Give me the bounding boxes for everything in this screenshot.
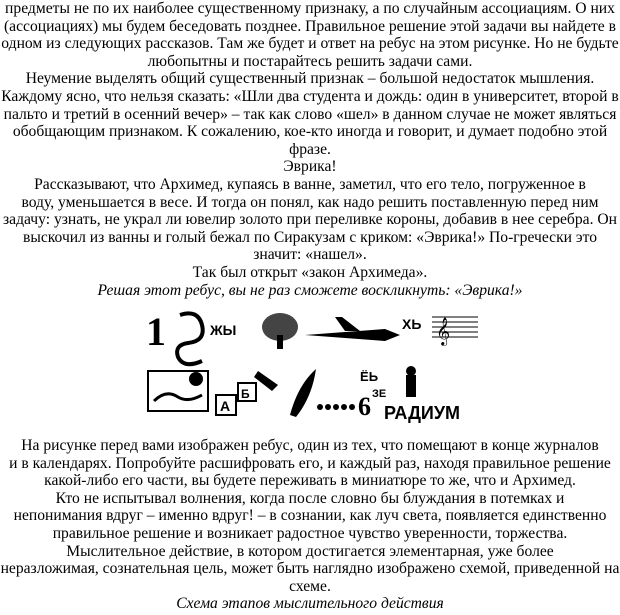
text-line: любопытны и постарайтесь решить задачи сами. (147, 52, 473, 70)
text-line: обобщающим признаком. К сожалению, кое-кто иногда и говорит, и думает подобно этой (12, 123, 608, 141)
text-line: фразе. (289, 140, 331, 158)
figure-caption: Схема этапов мыслительного действия (176, 595, 444, 613)
text-line: Кто не испытывал волнения, когда после словно бы блуждания в потемках и (55, 489, 565, 507)
text-line: правильное решение и возникает радостное чувство уверенности, торжества. (52, 525, 568, 542)
chip-icon (254, 371, 278, 391)
rebus-letter-b: Б (241, 387, 250, 401)
rebus-digit-six: 6 (358, 392, 371, 421)
statue-icon (406, 375, 416, 397)
feather-icon (290, 369, 316, 417)
text-line: предметы не по их наиболее существенному признаку, а по случайным ассоциациям. О них (5, 0, 615, 17)
rebus-letters-zhy: ЖЫ (210, 322, 237, 338)
text-line: значит: «нашел». (253, 246, 367, 264)
text-line: (ассоциациях) мы будем беседовать позднее. Правильное решение этой задачи вы найдете в (3, 17, 616, 35)
snake-icon (177, 313, 203, 364)
text-line: Рассказывают, что Архимед, купаясь в ванне, заметил, что его тело, погруженное в (34, 176, 586, 193)
text-line: задачу: узнать, не украл ли ювелир золото при переливке короны, добавив в нее серебра. Он (3, 211, 617, 229)
text-line: какой-либо его части, вы будете переживать в миниатюре то же, что и Архимед. (44, 472, 576, 490)
text-line: На рисунке перед вами изображен ребус, один из тех, что помещают в конце журналов (21, 437, 599, 454)
music-staff-icon (432, 317, 478, 346)
rebus-word-radium: РАДИУМ (384, 403, 461, 423)
section-heading: Эврика! (283, 158, 337, 176)
text-line: воду, уменьшается в весе. И тогда он понял, как надо решить поставленную перед ним (21, 193, 599, 211)
text-line: непонимания вдруг – именно вдруг! – в сознании, как луч света, появляется единственно (13, 507, 607, 525)
rebus-digit-one: 1 (146, 309, 166, 354)
text-line: Каждому ясно, что нельзя сказать: «Шли два студента и дождь: один в университет, второй в (1, 88, 619, 105)
text-line: выскочил из ванны и голый бежал по Сиракузам с криком: «Эврика!» По-гречески это (23, 228, 597, 246)
beads-icon (317, 404, 355, 410)
rebus-letters-khy: ХЬ (402, 316, 422, 332)
rebus-letters-yo: ЁЬ (360, 369, 379, 384)
rebus-illustration (140, 305, 480, 435)
text-line: и в календарях. Попробуйте расшифровать его, и каждый раз, находя правильное решение (9, 454, 611, 472)
rebus-letter-a: А (220, 398, 231, 414)
rebus-letters-ze: ЗЕ (372, 388, 387, 400)
text-line: схеме. (289, 577, 331, 595)
text-line: Так был открыт «закон Архимеда». (192, 264, 428, 281)
text-line: Мыслительное действие, в котором достигается элементарная, уже более (66, 542, 554, 560)
text-line: одном из следующих рассказов. Там же будет и ответ на ребус на этом рисунке. Но не будьте (1, 35, 619, 53)
hand-icon (154, 394, 202, 401)
text-line: Неумение выделять общий существенный признак – большой недостаток мышления. (25, 70, 595, 88)
ball-icon (189, 372, 203, 386)
text-line: пальто и третий в осенний вечер» – так как слово «шел» в данном случае не может являться (3, 105, 617, 123)
text-line: неразложимая, сознательная цель, может быть наглядно изображено схемой, приведенной на (0, 560, 620, 578)
svg-text:𝄞: 𝄞 (436, 317, 451, 345)
italic-note: Решая этот ребус, вы не раз сможете воскликнуть: «Эврика!» (97, 281, 523, 299)
